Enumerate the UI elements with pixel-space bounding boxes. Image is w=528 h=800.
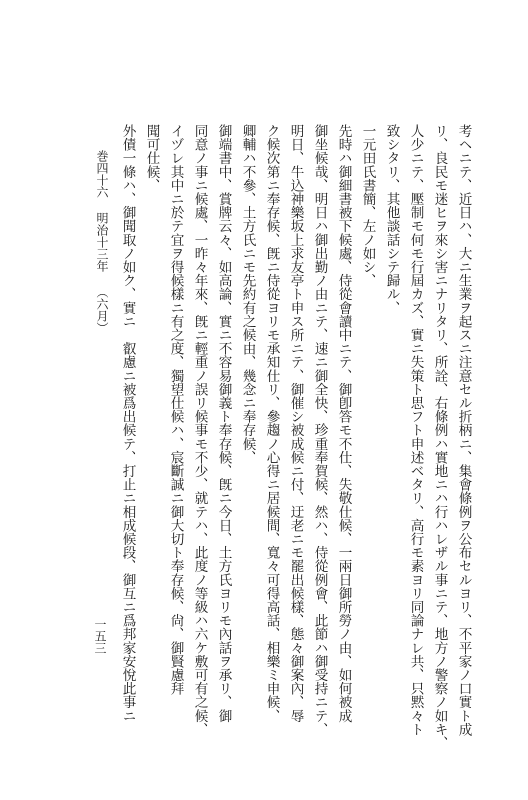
text-column-14: 聞可仕候、 xyxy=(143,124,160,192)
header-era: 明治十三年 xyxy=(95,212,109,272)
text-column-13: イヅレ其中ニ於テ宜ヲ得候樣ニ有之度、獨望仕候ハ、宸斷誠ニ御大切ト奉存候、尙、御賢慮拜 xyxy=(167,124,184,696)
text-column-8: 明日、牛込神樂坂上求友亭ト申ス所ニテ、御催シ被成候ニ付、迂老ニモ罷出候樣、態々御案內、辱 xyxy=(287,124,304,723)
running-header xyxy=(96,150,108,334)
text-column-9: ク候次第ニ奉存候、旣ニ侍從ヨリモ承知仕リ、參趨ノ心得ニ居候間、寬々可得高話、相樂ミ申候、 xyxy=(263,124,280,723)
text-column-5: 一元田氏書簡、左ノ如シ、 xyxy=(359,124,376,288)
text-column-7: 御坐候哉、明日ハ御出勤ノ由ニテ、速ニ御全快、珍重奉賀候、然ハ、侍從例會、此節ハ御受持ニテ、 xyxy=(311,124,328,736)
text-column-4: 致シタリ、其他談話シテ歸ル、 xyxy=(383,124,400,315)
text-column-2: リ、良民モ迷ヒヲ來シ害ニナリタリ、所詮、右條例ハ實地ニハ行ハレザル事ニテ、地方ノ警察ノ如キ、 xyxy=(431,124,448,750)
header-month: （六月） xyxy=(95,286,109,334)
text-column-6: 先時ハ御細書被下候處、侍從會讀中ニテ、御卽答モ不仕、失敬仕候、一兩日御所勞ノ由、如何被成 xyxy=(335,124,352,723)
text-column-10: 卿輔ハ不參、土方氏ニモ先約有之候由、幾念ニ奉存候、 xyxy=(239,124,256,464)
page-number: 一五三 xyxy=(93,618,107,654)
header-volume: 巻四十六 xyxy=(95,150,109,198)
text-column-11: 御端書中、賞牌云々、如高論、實ニ不容易御義ト奉存候、旣ニ今日、土方氏ヨリモ內話ヲ承リ、御 xyxy=(215,124,232,723)
text-column-12: 同意ノ事ニ候處、一昨々年來、旣ニ輕重ノ誤リ候事モ不少、就テハ、此度ノ等級ハ六ケ敷可有之候、 xyxy=(191,124,208,736)
text-column-15: 外債一條ハ、御聞取ノ如ク、實ニ 叡慮ニ被爲出候テ、打止ニ相成候段、御互ニ爲邦家安悅此事ニ xyxy=(119,124,136,723)
text-column-3: 人少ニテ、壓制モ何モ行屆カズ、實ニ失策ト思フト申述ベタリ、高行モ素ヨリ同論ナレ共、只黙々ト xyxy=(407,124,424,736)
text-column-1: 考ヘニテ、近日ハ、大ニ生業ヲ起スニ注意セル折柄ニ、集會條例ヲ公布セルヨリ、不平家ノ口實ト成 xyxy=(455,124,472,736)
